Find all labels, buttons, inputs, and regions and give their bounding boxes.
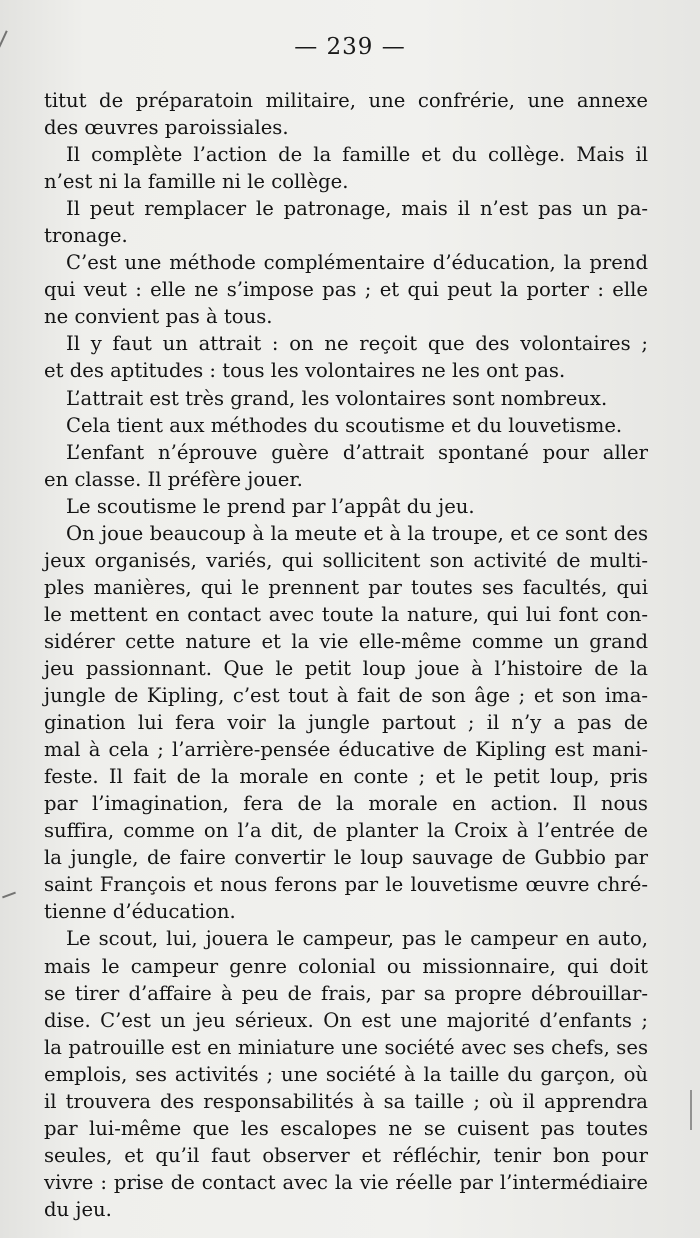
text-line: L’enfant n’éprouve guère d’attrait spontané pour aller (66, 440, 648, 464)
text-line: et des aptitudes : tous les volontaires ne les ont pas. (44, 359, 566, 383)
text-line: mais le campeur genre colonial ou missionnaire, qui doit (44, 954, 648, 978)
text-line: dise. C’est un jeu sérieux. On est une majorité d’enfants ; (44, 1008, 648, 1032)
text-line: saint François et nous ferons par le louvetisme œuvre chré- (44, 873, 648, 897)
page-number: — 239 — (294, 34, 406, 60)
text-line: des œuvres paroissiales. (44, 116, 289, 140)
text-line: la patrouille est en miniature une société avec ses chefs, ses (44, 1035, 648, 1059)
text-line: ne convient pas à tous. (44, 305, 273, 329)
text-line: par lui-même que les escalopes ne se cuisent pas toutes (44, 1116, 648, 1140)
text-line: Le scoutisme le prend par l’appât du jeu. (66, 494, 475, 518)
text-line: titut de préparatoin militaire, une confrérie, une annexe (44, 89, 648, 112)
text-line: se tirer d’affaire à peu de frais, par sa propre débrouillar- (44, 981, 648, 1005)
text-line: vivre : prise de contact avec la vie réelle par l’intermédiaire (44, 1170, 648, 1194)
text-line: On joue beaucoup à la meute et à la troupe, et ce sont des (66, 521, 648, 545)
text-line: Il peut remplacer le patronage, mais il n’est pas un pa- (66, 197, 648, 221)
text-line: n’est ni la famille ni le collège. (44, 170, 349, 194)
text-line: Le scout, lui, jouera le campeur, pas le campeur en auto, (66, 927, 648, 951)
text-line: jungle de Kipling, c’est tout à fait de son âge ; et son ima- (44, 684, 648, 708)
text-line: jeux organisés, variés, qui sollicitent son activité de multi- (44, 548, 648, 572)
text-line: emplois, ses activités ; une société à la taille du garçon, où (44, 1062, 648, 1086)
scan-edge-mark (690, 1090, 692, 1130)
text-line: ples manières, qui le prennent par toutes ses facultés, qui (44, 575, 648, 599)
text-line: la jungle, de faire convertir le loup sauvage de Gubbio par (44, 846, 648, 870)
text-line: Il complète l’action de la famille et du collège. Mais il (66, 143, 648, 167)
text-line: suffira, comme on l’a dit, de planter la Croix à l’entrée de (44, 819, 648, 843)
text-line: mal à cela ; l’arrière-pensée éducative de Kipling est mani- (44, 738, 648, 762)
body-text (44, 87, 648, 1223)
text-line: tienne d’éducation. (44, 900, 236, 924)
text-line: L’attrait est très grand, les volontaires sont nombreux. (66, 386, 608, 410)
text-line: il trouvera des responsabilités à sa taille ; où il apprendra (44, 1089, 648, 1113)
text-line: qui veut : elle ne s’impose pas ; et qui peut la porter : elle (44, 278, 648, 302)
text-line: jeu passionnant. Que le petit loup joue à l’histoire de la (44, 656, 648, 680)
text-line: le mettent en contact avec toute la nature, qui lui font con- (44, 602, 648, 626)
text-line: Cela tient aux méthodes du scoutisme et du louvetisme. (66, 413, 623, 437)
text-line: Il y faut un attrait : on ne reçoit que des volontaires ; (66, 332, 648, 356)
text-line: C’est une méthode complémentaire d’éducation, la prend (66, 251, 648, 275)
text-line: seules, et qu’il faut observer et réfléchir, tenir bon pour (44, 1143, 648, 1167)
text-line: sidérer cette nature et la vie elle-même comme un grand (44, 629, 648, 653)
text-line: gination lui fera voir la jungle partout ; il n’y a pas de (44, 711, 648, 735)
text-line: feste. Il fait de la morale en conte ; et le petit loup, pris (44, 765, 648, 789)
text-line: par l’imagination, fera de la morale en action. Il nous (44, 792, 648, 816)
scan-edge-mark (2, 892, 16, 899)
text-line: du jeu. (44, 1197, 112, 1221)
text-line: tronage. (44, 224, 128, 248)
text-line: en classe. Il préfère jouer. (44, 467, 303, 491)
